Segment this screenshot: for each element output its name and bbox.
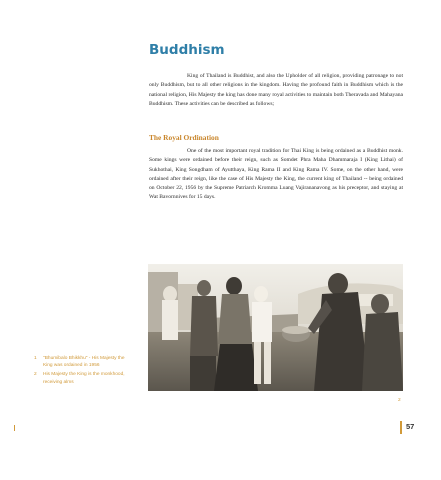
intro-paragraph-text: King of Thailand is Buddhist, and also the Upholder of all religion, providing patronage to not only Buddhism, but to all other religions in the kingdom. Having the profound faith in Buddhism which is the national religion, His Majesty the king has done many royal activities to maintain both Theravada and Mahayana Buddhism. These activities can be described as follows; (149, 73, 403, 107)
caption-1-number: 1 (34, 356, 37, 361)
caption-2-number: 2 (34, 372, 37, 378)
page-number-bar (400, 421, 402, 434)
left-margin-tick (14, 425, 15, 431)
photo-marker: 2 (398, 398, 401, 403)
photo-captions (34, 355, 130, 388)
section-heading: The Royal Ordination (149, 133, 219, 142)
caption-2 (34, 371, 130, 385)
caption-1-text: "Bhumibalo Bhikkhu" - His Majesty the King was ordained in 1956 (43, 356, 125, 369)
page-title: Buddhism (149, 42, 225, 58)
intro-paragraph (149, 72, 403, 109)
section-paragraph-text: One of the most important royal tradition for Thai King is being ordained as a Buddhist monk. Some kings were ordained before their reign, such as Somdet Phra Maha Dhammaraja I (King Lithai) of Sukhothai, King Songdham of Ayutthaya, King Rama II and King Rama IV. Some, on the other hand, were ordained after their reign, like the case of His Majesty the King, the current king of Thailand -- being ordained on October 22, 1956 by the Supreme Patriarch Kromma Luang Vajirananavong as his preceptor, and staying at Wat Bavornnives for 15 days. (149, 148, 403, 201)
ordination-photo (148, 264, 403, 391)
caption-2-text: His Majesty the King is the monkhood, receiving alms (43, 372, 125, 385)
section-paragraph (149, 147, 403, 203)
page-number: 57 (406, 422, 415, 431)
caption-1 (34, 355, 130, 369)
ordination-photo-illustration (148, 264, 403, 391)
